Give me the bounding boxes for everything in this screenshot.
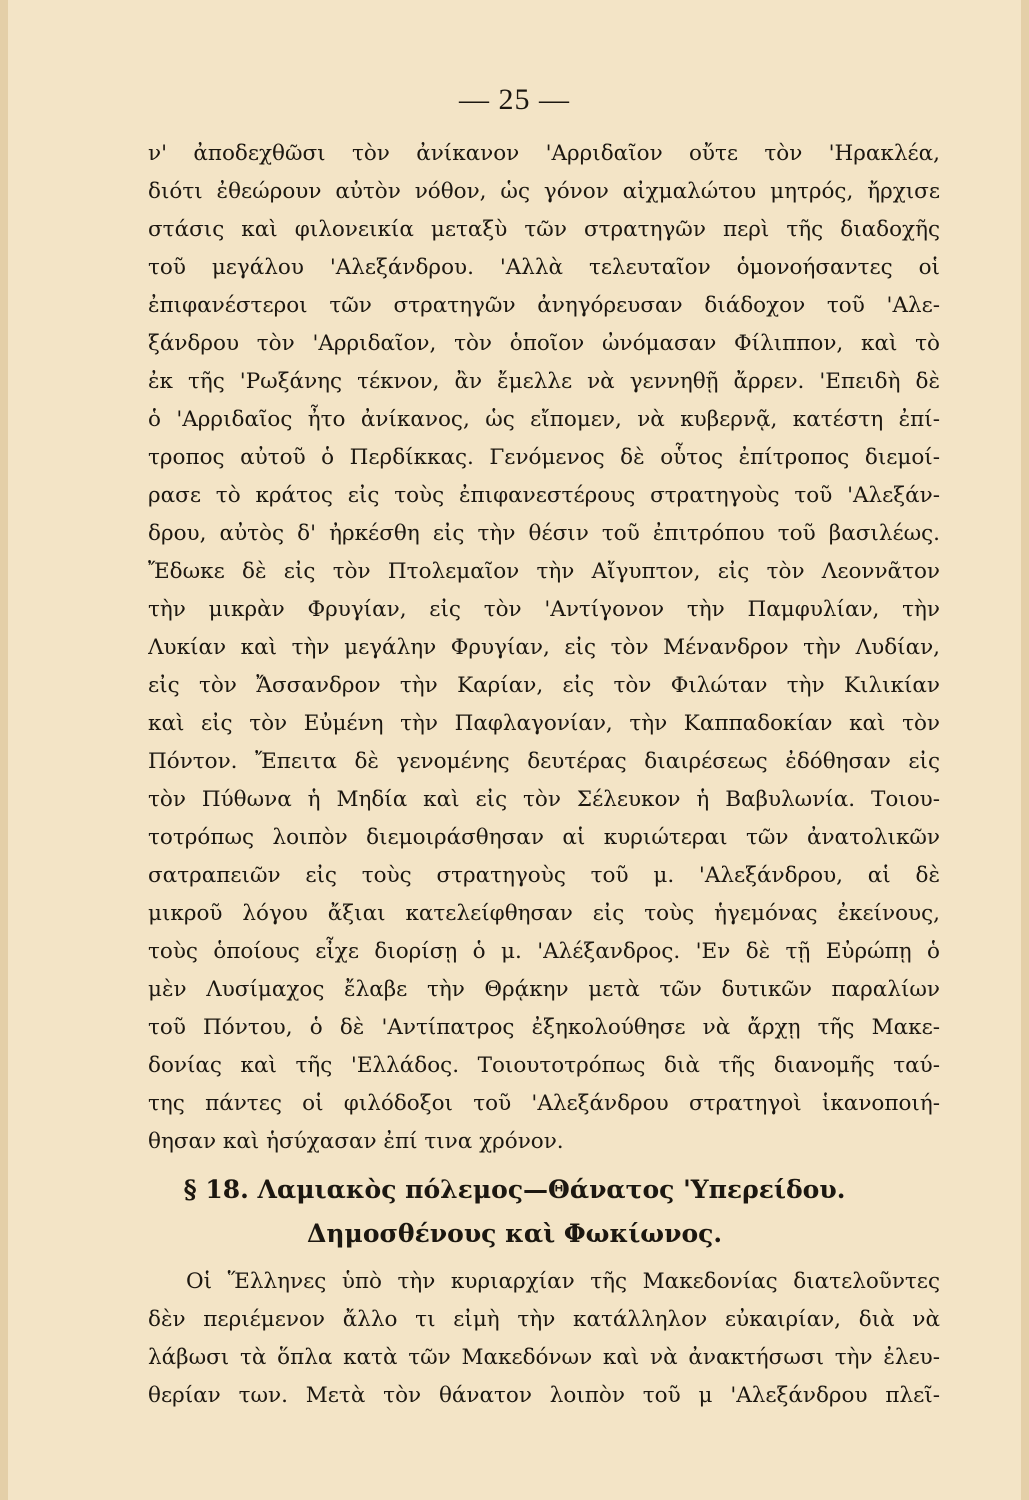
page-edge-right (1021, 0, 1029, 1500)
text-line: ἐπιφανέστεροι τῶν στρατηγῶν ἀνηγόρευσαν διάδοχον τοῦ 'Αλε- (148, 293, 940, 318)
text-line: σατραπειῶν εἰς τοὺς στρατηγοὺς τοῦ μ. 'Αλεξάνδρου, αἱ δὲ (148, 863, 940, 888)
section-heading-line-2: Δημοσθένους καὶ Φωκίωνος. (306, 1219, 723, 1248)
text-line: λάβωσι τὰ ὅπλα κατὰ τῶν Μακεδόνων καὶ νὰ ἀνακτήσωσι τὴν ἐλευ- (148, 1345, 940, 1370)
text-line: ἐκ τῆς 'Ρωξάνης τέκνον, ἂν ἔμελλε νὰ γεννηθῇ ἄρρεν. 'Επειδὴ δὲ (148, 369, 940, 394)
text-line: καὶ εἰς τὸν Εὐμένη τὴν Παφλαγονίαν, τὴν Καππαδοκίαν καὶ τὸν (148, 711, 940, 736)
text-line: μὲν Λυσίμαχος ἔλαβε τὴν Θρᾴκην μετὰ τῶν δυτικῶν παραλίων (148, 977, 940, 1002)
text-line: Λυκίαν καὶ τὴν μεγάλην Φρυγίαν, εἰς τὸν Μένανδρον τὴν Λυδίαν, (148, 635, 940, 660)
text-line: τοῦ μεγάλου 'Αλεξάνδρου. 'Αλλὰ τελευταῖον ὁμονοήσαντες οἱ (148, 255, 940, 280)
text-line: Ἔδωκε δὲ εἰς τὸν Πτολεμαῖον τὴν Αἴγυπτον, εἰς τὸν Λεοννᾶτον (148, 559, 940, 584)
text-line: τοῦ Πόντου, ὁ δὲ 'Αντίπατρος ἐξηκολούθησε νὰ ἄρχῃ τῆς Μακε- (148, 1015, 940, 1040)
text-line: δονίας καὶ τῆς 'Ελλάδος. Τοιουτοτρόπως διὰ τῆς διανομῆς ταύ- (148, 1053, 940, 1078)
text-line: τοὺς ὁποίους εἶχε διορίσῃ ὁ μ. 'Αλέξανδρος. 'Εν δὲ τῇ Εὐρώπῃ ὁ (148, 939, 940, 964)
text-line: ν' ἀποδεχθῶσι τὸν ἀνίκανον 'Αρριδαῖον οὔτε τὸν 'Ηρακλέα, (148, 141, 940, 166)
text-line: τοτρόπως λοιπὸν διεμοιράσθησαν αἱ κυριώτεραι τῶν ἀνατολικῶν (148, 825, 940, 850)
text-line: ξάνδρου τὸν 'Αρριδαῖον, τὸν ὁποῖον ὠνόμασαν Φίλιππον, καὶ τὸ (148, 331, 940, 356)
text-line: δὲν περιέμενον ἄλλο τι εἰμὴ τὴν κατάλληλον εὐκαιρίαν, διὰ νὰ (148, 1307, 940, 1332)
text-line: τὸν Πύθωνα ἡ Μηδία καὶ εἰς τὸν Σέλευκον ἡ Βαβυλωνία. Τοιου- (148, 787, 940, 812)
text-line: τροπος αὐτοῦ ὁ Περδίκκας. Γενόμενος δὲ οὗτος ἐπίτροπος διεμοί- (148, 445, 940, 470)
text-line: δρου, αὐτὸς δ' ἠρκέσθη εἰς τὴν θέσιν τοῦ ἐπιτρόπου τοῦ βασιλέως. (148, 521, 940, 546)
text-line: εἰς τὸν Ἄσσανδρον τὴν Καρίαν, εἰς τὸν Φιλώταν τὴν Κιλικίαν (148, 673, 940, 698)
text-line: Πόντον. Ἔπειτα δὲ γενομένης δευτέρας διαιρέσεως ἐδόθησαν εἰς (148, 749, 940, 774)
text-line: μικροῦ λόγου ἄξιαι κατελείφθησαν εἰς τοὺς ἡγεμόνας ἐκείνους, (148, 901, 940, 926)
text-line: Οἱ Ἕλληνες ὑπὸ τὴν κυριαρχίαν τῆς Μακεδονίας διατελοῦντες (186, 1269, 940, 1294)
page-edge-left (0, 0, 8, 1500)
text-line: διότι ἐθεώρουν αὐτὸν νόθον, ὡς γόνον αἰχμαλώτου μητρός, ἤρχισε (148, 179, 940, 204)
page-number: — 25 — (459, 83, 570, 116)
text-line: τὴν μικρὰν Φρυγίαν, εἰς τὸν 'Αντίγονον τὴν Παμφυλίαν, τὴν (148, 597, 940, 622)
text-line: θησαν καὶ ἡσύχασαν ἐπί τινα χρόνον. (148, 1129, 564, 1154)
text-line: της πάντες οἱ φιλόδοξοι τοῦ 'Αλεξάνδρου στρατηγοὶ ἱκανοποιή- (148, 1091, 940, 1116)
text-line: στάσις καὶ φιλονεικία μεταξὺ τῶν στρατηγῶν περὶ τῆς διαδοχῆς (148, 217, 940, 242)
text-line: ρασε τὸ κράτος εἰς τοὺς ἐπιφανεστέρους στρατηγοὺς τοῦ 'Αλεξάν- (148, 483, 940, 508)
text-line: ὁ 'Αρριδαῖος ἦτο ἀνίκανος, ὡς εἴπομεν, νὰ κυβερνᾷ, κατέστη ἐπί- (148, 407, 940, 432)
section-heading-line-1: § 18. Λαμιακὸς πόλεμος—Θάνατος 'Υπερείδου. (183, 1175, 846, 1204)
text-line: θερίαν των. Μετὰ τὸν θάνατον λοιπὸν τοῦ μ 'Αλεξάνδρου πλεῖ- (148, 1383, 940, 1408)
